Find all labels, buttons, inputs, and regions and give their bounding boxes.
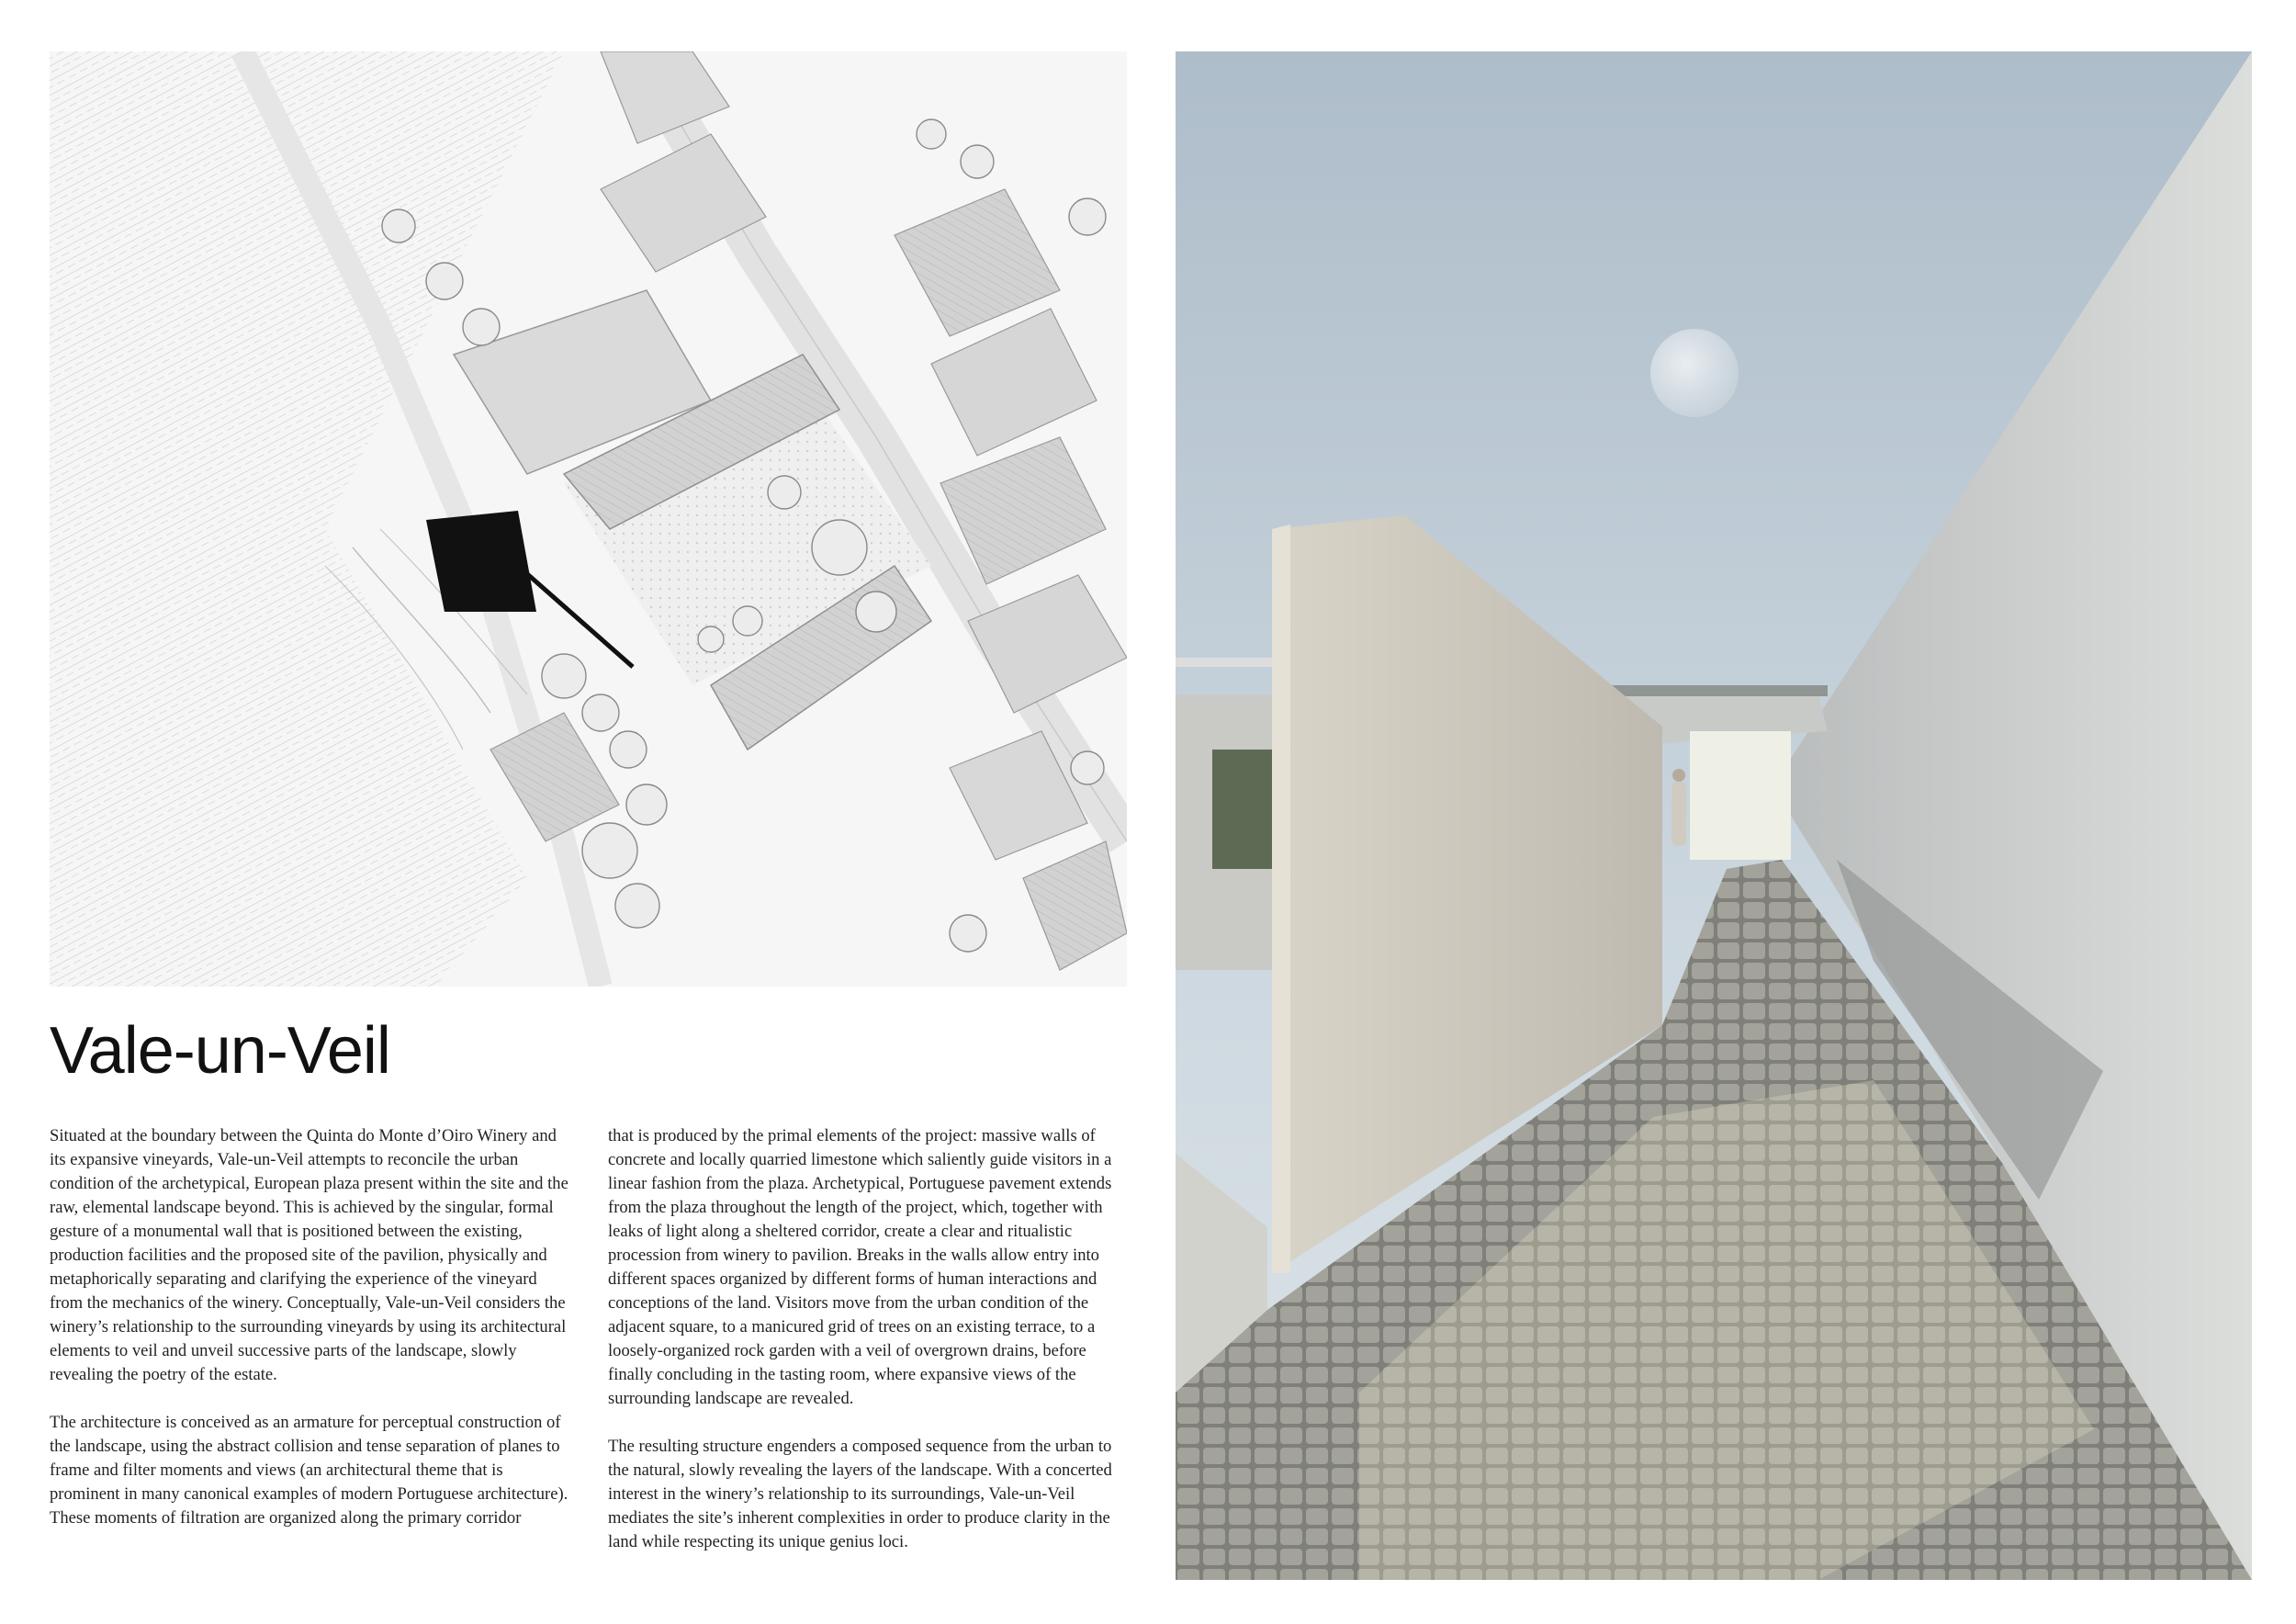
paragraph: Situated at the boundary between the Quinta do Monte d’Oiro Winery and its expansive vineyards, Vale-un-Veil attempts to reconcile the urban condition of the archetypical, European plaza present within the site and the raw, elemental landscape beyond. This is achieved by the singular, formal gesture of a monumental wall that is positioned between the existing, production facilities and the proposed site of the pavilion, physically and metaphorically separating and clarifying the experience of the vineyard from the mechanics of the winery. Conceptually, Vale-un-Veil considers the winery’s relationship to the surrounding vineyards by using its architectural elements to veil and unveil successive parts of the landscape, slowly revealing the poetry of the estate. [50,1126,568,1384]
site-plan-drawing [50,51,1127,987]
paragraph: The architecture is conceived as an armature for perceptual construction of the landscape, using the abstract collision and tense separation of planes to frame and filter moments and views (an architectural theme that is prominent in many canonical examples of modern Portuguese architecture). These moments of filtration are organized along the primary corridor [50,1413,568,1528]
paragraph: that is produced by the primal elements of the project: massive walls of concrete and locally quarried limestone which saliently guide visitors in a linear fashion from the plaza. Archetypical, Portuguese pavement extends from the plaza throughout the length of the project, which, together with leaks of light along a sheltered corridor, create a clear and ritualistic procession from winery to pavilion. Breaks in the walls allow entry into different spaces organized by different forms of human interactions and conceptions of the land. Visitors move from the urban condition of the adjacent square, to a manicured grid of trees on an existing terrace, to a loosely-organized rock garden with a veil of overgrown drains, before finally concluding in the tasting room, where expansive views of the surrounding landscape are revealed. [608,1126,1112,1408]
corridor-render [1176,51,2252,1580]
page-title: Vale-un-Veil [50,1014,390,1088]
paragraph: The resulting structure engenders a composed sequence from the urban to the natural, slowly revealing the layers of the landscape. With a concerted interest in the winery’s relationship to its surroundings, Vale-un-Veil mediates the site’s inherent complexities in order to produce clarity in the land while respecting its unique genius loci. [608,1437,1112,1551]
text-column-right [608,1124,1127,1578]
text-column-left [50,1124,568,1554]
